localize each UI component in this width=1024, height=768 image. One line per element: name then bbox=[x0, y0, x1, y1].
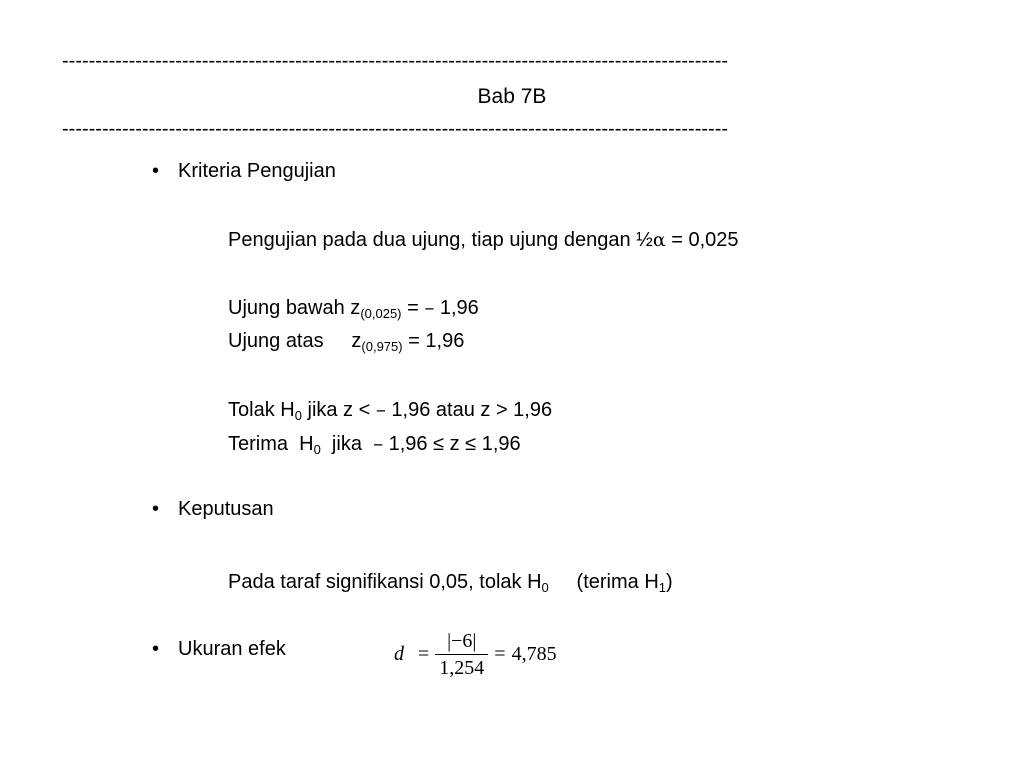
formula-numerator: |−6| bbox=[447, 629, 477, 652]
decision-h1-subscript: 1 bbox=[658, 580, 666, 595]
bullet-keputusan-label: Keputusan bbox=[178, 498, 274, 520]
formula-equals-2: = bbox=[494, 642, 506, 665]
lower-tail-line bbox=[228, 294, 479, 321]
bullet-kriteria-label: Kriteria Pengujian bbox=[178, 160, 336, 182]
accept-condition-a: jika bbox=[320, 433, 374, 455]
bullet-dot-icon: • bbox=[152, 160, 160, 182]
decision-close-paren: ) bbox=[666, 571, 673, 593]
accept-subscript: 0 bbox=[313, 442, 321, 457]
decision-text: Pada taraf signifikansi 0,05, tolak H bbox=[228, 571, 542, 593]
decision-h0-subscript: 0 bbox=[541, 580, 549, 595]
alpha-symbol: α bbox=[652, 229, 666, 251]
accept-label: Terima H bbox=[228, 433, 314, 455]
accept-minus: – bbox=[373, 431, 384, 455]
effect-size-formula bbox=[394, 624, 557, 684]
lower-tail-equals: = bbox=[401, 297, 425, 319]
slide-title: Bab 7B bbox=[477, 85, 547, 108]
lower-tail-label: Ujung bawah z bbox=[228, 297, 361, 319]
top-dash-rule: ---------------------------------------------------------------------------------------------------- bbox=[62, 50, 729, 72]
bullet-kriteria bbox=[152, 158, 336, 184]
upper-tail-line bbox=[228, 328, 464, 354]
upper-tail-label: Ujung atas z bbox=[228, 330, 362, 352]
lower-tail-value: 1,96 bbox=[434, 297, 479, 319]
decision-accept-text: (terima H bbox=[548, 571, 659, 593]
accept-condition-b: 1,96 ≤ z ≤ 1,96 bbox=[383, 433, 521, 455]
reject-condition-b: 1,96 atau z > 1,96 bbox=[385, 399, 553, 421]
upper-tail-subscript: (0,975) bbox=[361, 339, 403, 354]
reject-label: Tolak H bbox=[228, 399, 295, 421]
lower-tail-minus: – bbox=[424, 295, 435, 319]
reject-subscript: 0 bbox=[294, 408, 302, 423]
formula-equals-1: = bbox=[418, 642, 430, 665]
formula-denominator: 1,254 bbox=[439, 656, 485, 679]
two-tailed-text: Pengujian pada dua ujung, tiap ujung dengan ½ bbox=[228, 229, 653, 251]
lower-tail-subscript: (0,025) bbox=[360, 306, 402, 321]
two-tailed-line bbox=[228, 227, 739, 253]
decision-line bbox=[228, 569, 673, 595]
bottom-dash-rule: ---------------------------------------------------------------------------------------------------- bbox=[62, 118, 729, 140]
bullet-ukuran bbox=[152, 636, 286, 662]
reject-condition-a: jika z < bbox=[301, 399, 376, 421]
bullet-dot-icon: • bbox=[152, 638, 160, 660]
two-tailed-value: = 0,025 bbox=[665, 229, 739, 251]
formula-fraction bbox=[435, 630, 488, 679]
formula-variable: d bbox=[394, 642, 404, 665]
formula-result: 4,785 bbox=[511, 642, 557, 665]
bullet-ukuran-label: Ukuran efek bbox=[178, 638, 286, 660]
bullet-keputusan bbox=[152, 496, 274, 522]
reject-minus: – bbox=[375, 397, 386, 421]
reject-rule-line bbox=[228, 396, 552, 423]
accept-rule-line bbox=[228, 430, 521, 457]
upper-tail-value: = 1,96 bbox=[402, 330, 465, 352]
bullet-dot-icon: • bbox=[152, 498, 160, 520]
